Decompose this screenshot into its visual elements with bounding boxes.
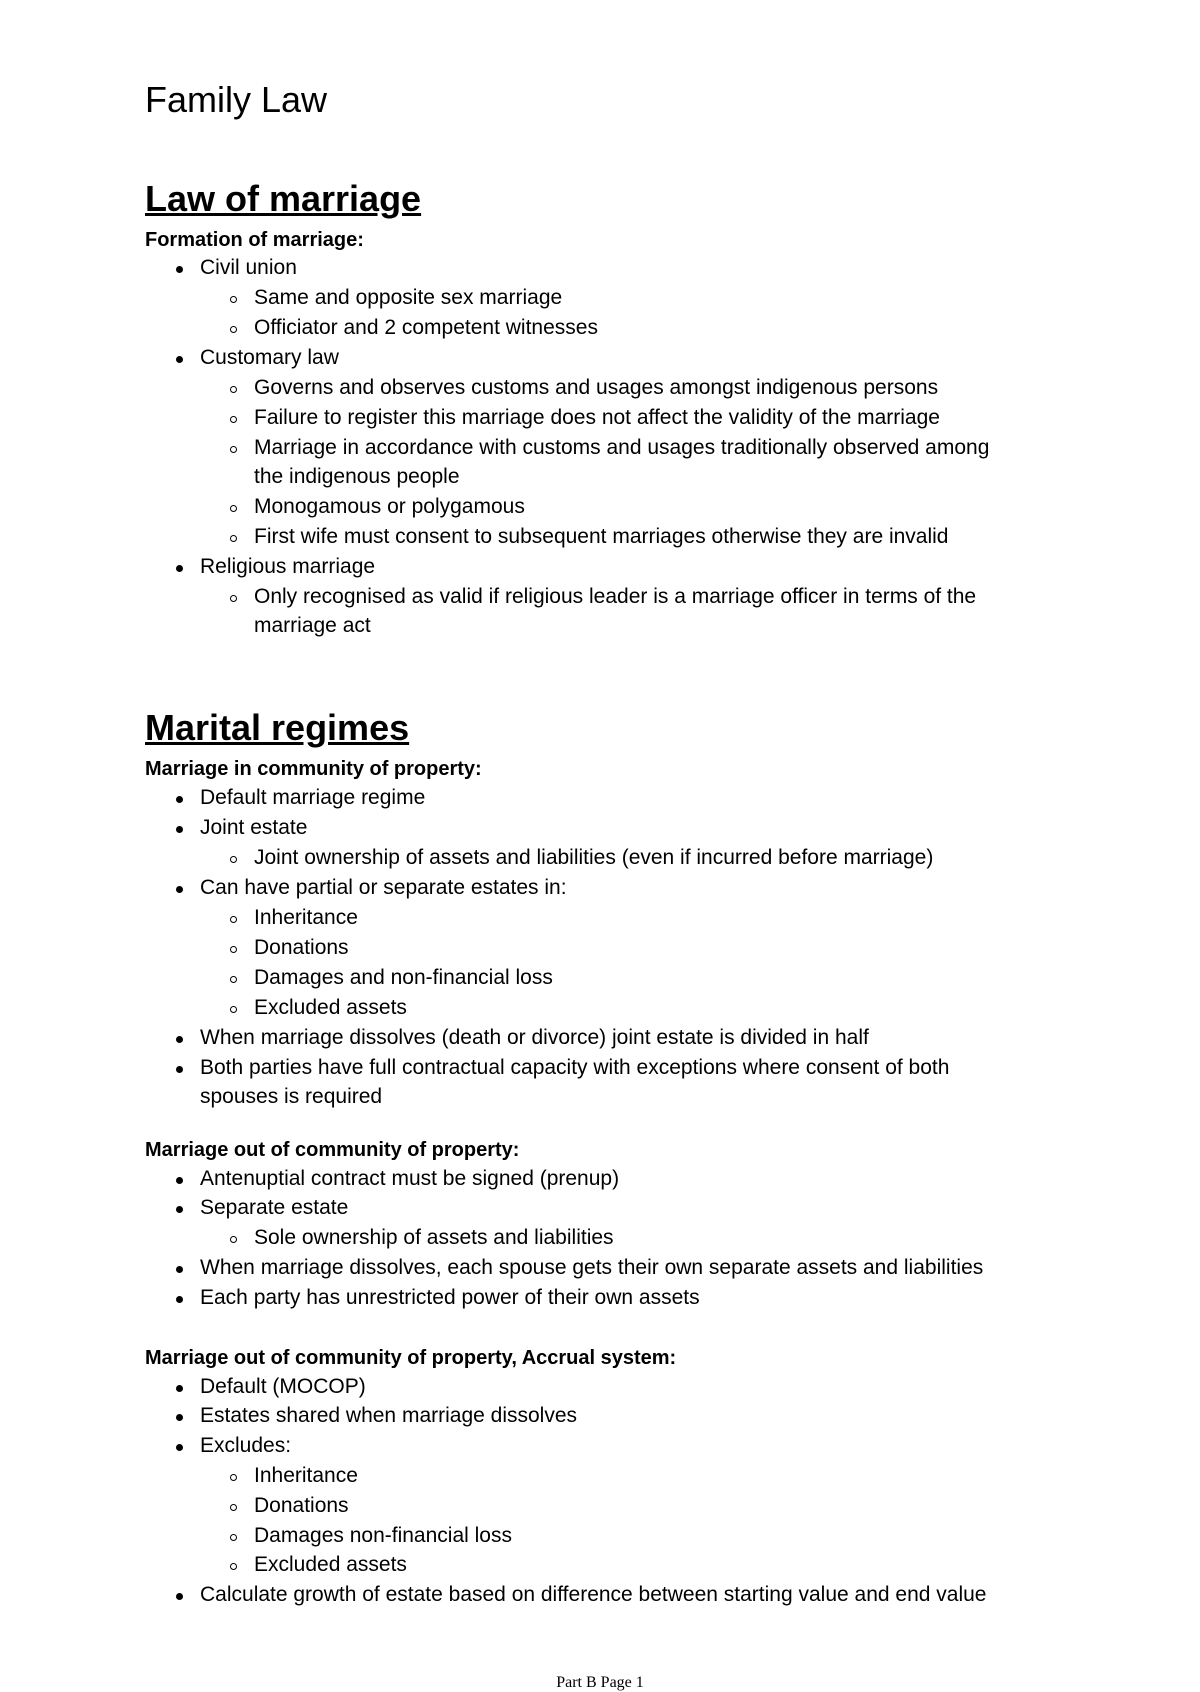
list-item: Joint ownership of assets and liabilities (even if incurred before marriage): [254, 846, 934, 869]
list-item: Inheritance: [254, 1464, 358, 1487]
sub-heading-accrual: Marriage out of community of property, Accrual system:: [145, 1347, 677, 1369]
circle-bullet-icon: [230, 1534, 237, 1541]
section-heading-law-of-marriage: Law of marriage: [145, 178, 422, 219]
list-item: Calculate growth of estate based on difference between starting value and end value: [200, 1583, 987, 1606]
list-item: Can have partial or separate estates in:: [200, 876, 567, 899]
circle-bullet-icon: [230, 1563, 237, 1570]
list-item: Antenuptial contract must be signed (prenup): [200, 1167, 620, 1190]
bullet-icon: [176, 1266, 183, 1273]
circle-bullet-icon: [230, 946, 237, 953]
list-item: Inheritance: [254, 906, 358, 929]
circle-bullet-icon: [230, 535, 237, 542]
circle-bullet-icon: [230, 1236, 237, 1243]
bullet-icon: [176, 796, 183, 803]
bullet-icon: [176, 356, 183, 363]
list-item: When marriage dissolves, each spouse gets their own separate assets and liabilities: [200, 1256, 984, 1279]
bullet-icon: [176, 1206, 183, 1213]
list-item-continuation: marriage act: [254, 614, 371, 637]
bullet-icon: [176, 1177, 183, 1184]
list-item: Estates shared when marriage dissolves: [200, 1404, 578, 1427]
circle-bullet-icon: [230, 916, 237, 923]
list-item: Marriage in accordance with customs and usages traditionally observed among: [254, 436, 990, 459]
sub-heading-formation: Formation of marriage:: [145, 229, 364, 251]
list-item: Default marriage regime: [200, 786, 426, 809]
list-item: Civil union: [200, 256, 297, 279]
list-item: Excluded assets: [254, 996, 407, 1019]
list-item: Donations: [254, 1494, 349, 1517]
sub-heading-icop: Marriage in community of property:: [145, 758, 482, 780]
page-footer: Part B Page 1: [556, 1674, 644, 1691]
list-item: Only recognised as valid if religious leader is a marriage officer in terms of the: [254, 585, 977, 608]
list-item: Failure to register this marriage does not affect the validity of the marriage: [254, 406, 940, 429]
circle-bullet-icon: [230, 1006, 237, 1013]
bullet-icon: [176, 1036, 183, 1043]
list-item: Separate estate: [200, 1196, 349, 1219]
list-item: Excluded assets: [254, 1553, 407, 1576]
list-item: Donations: [254, 936, 349, 959]
list-item: Religious marriage: [200, 555, 376, 578]
list-item: Customary law: [200, 346, 339, 369]
list-item: Same and opposite sex marriage: [254, 286, 563, 309]
bullet-icon: [176, 1414, 183, 1421]
bullet-icon: [176, 1444, 183, 1451]
bullet-icon: [176, 1066, 183, 1073]
circle-bullet-icon: [230, 595, 237, 602]
list-item: Damages and non-financial loss: [254, 966, 553, 989]
list-item: Each party has unrestricted power of their own assets: [200, 1286, 700, 1309]
circle-bullet-icon: [230, 416, 237, 423]
list-item: Governs and observes customs and usages amongst indigenous persons: [254, 376, 939, 399]
list-item: Joint estate: [200, 816, 308, 839]
bullet-icon: [176, 1593, 183, 1600]
bullet-icon: [176, 826, 183, 833]
section-heading-marital-regimes: Marital regimes: [145, 707, 410, 748]
circle-bullet-icon: [230, 505, 237, 512]
list-item: When marriage dissolves (death or divorce) joint estate is divided in half: [200, 1026, 869, 1049]
list-item: Excludes:: [200, 1434, 292, 1457]
list-item: Officiator and 2 competent witnesses: [254, 316, 598, 339]
list-item: Damages non-financial loss: [254, 1524, 512, 1547]
bullet-icon: [176, 1296, 183, 1303]
bullet-icon: [176, 565, 183, 572]
circle-bullet-icon: [230, 326, 237, 333]
list-item: First wife must consent to subsequent marriages otherwise they are invalid: [254, 525, 949, 548]
circle-bullet-icon: [230, 296, 237, 303]
list-item: Default (MOCOP): [200, 1375, 366, 1398]
bullet-icon: [176, 266, 183, 273]
list-item: Both parties have full contractual capacity with exceptions where consent of both: [200, 1056, 950, 1079]
circle-bullet-icon: [230, 1504, 237, 1511]
list-item-continuation: spouses is required: [200, 1085, 383, 1108]
circle-bullet-icon: [230, 446, 237, 453]
bullet-icon: [176, 886, 183, 893]
bullet-icon: [176, 1385, 183, 1392]
sub-heading-ocop: Marriage out of community of property:: [145, 1139, 520, 1161]
list-item: Monogamous or polygamous: [254, 495, 525, 518]
circle-bullet-icon: [230, 386, 237, 393]
list-item: Sole ownership of assets and liabilities: [254, 1226, 614, 1249]
list-item-continuation: the indigenous people: [254, 465, 460, 488]
circle-bullet-icon: [230, 976, 237, 983]
page-title: Family Law: [145, 79, 328, 120]
circle-bullet-icon: [230, 856, 237, 863]
circle-bullet-icon: [230, 1474, 237, 1481]
